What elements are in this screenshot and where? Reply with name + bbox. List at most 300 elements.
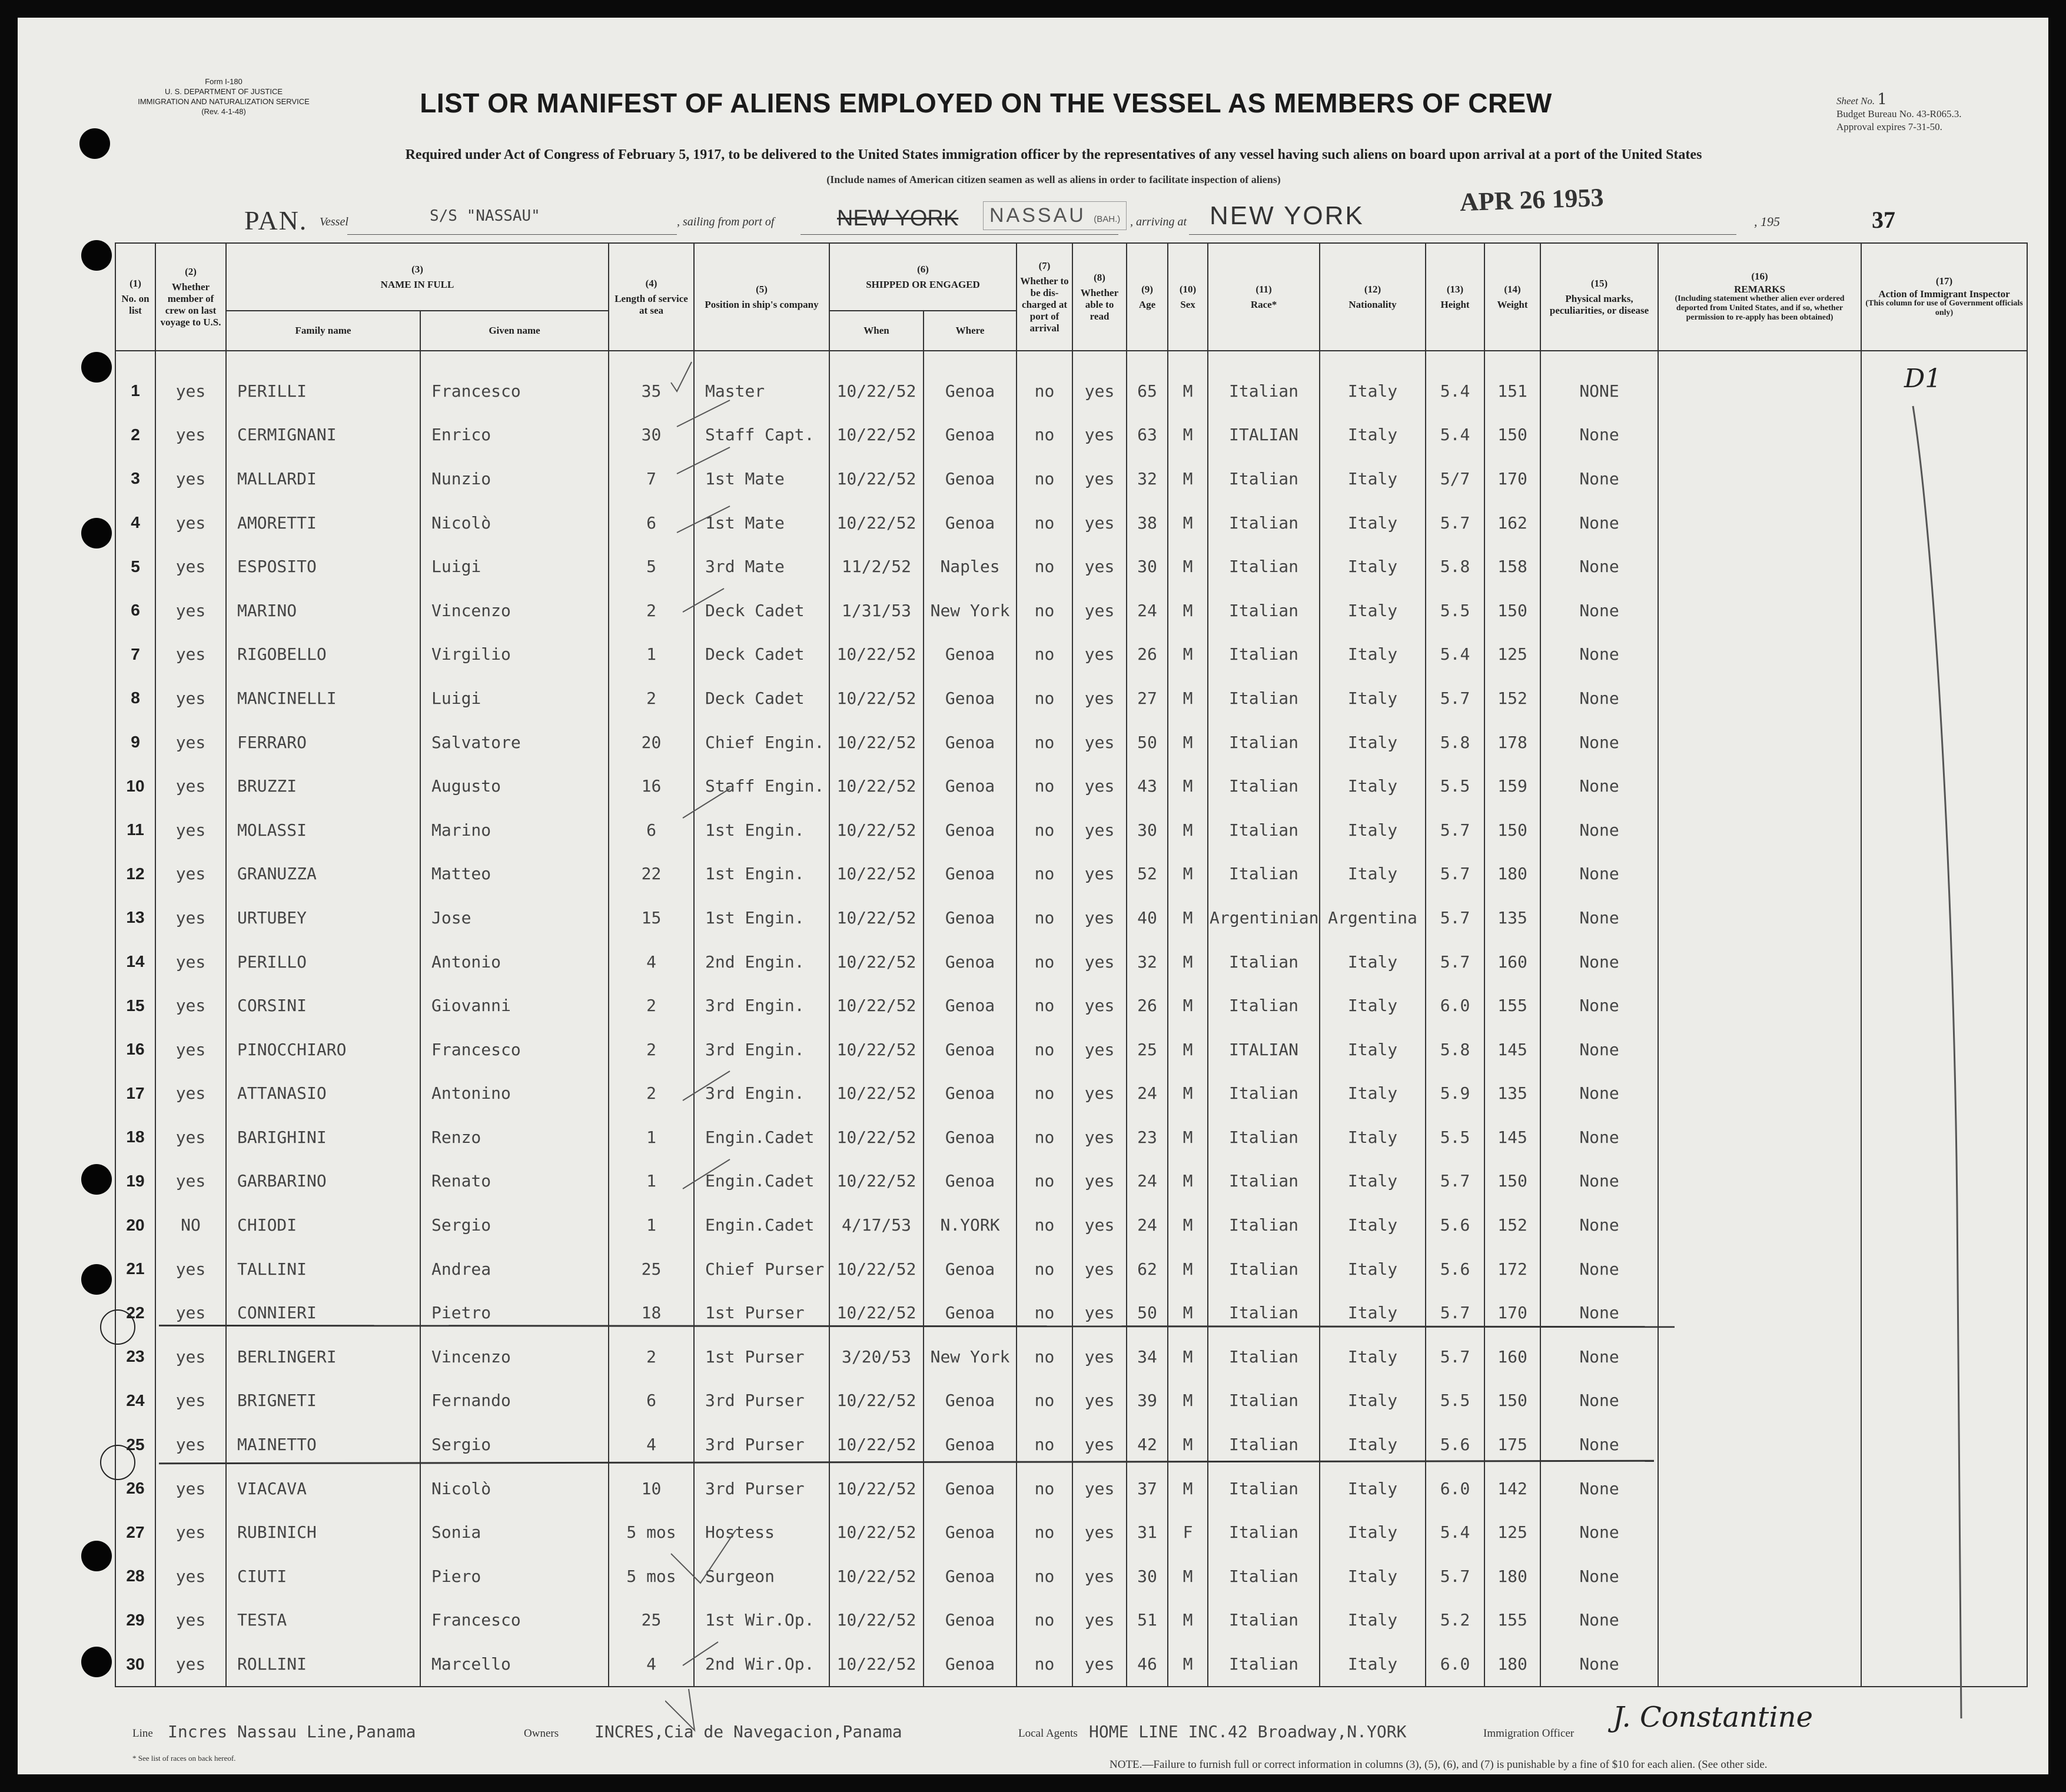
age-cell: 30 xyxy=(1127,544,1168,589)
sex-cell: M xyxy=(1168,1598,1208,1643)
last-voyage-cell: yes xyxy=(155,1335,226,1379)
shipped-where-cell: New York xyxy=(924,1335,1017,1379)
nationality-cell: Italy xyxy=(1320,940,1426,984)
age-cell: 26 xyxy=(1127,983,1168,1028)
physical-marks-cell: None xyxy=(1540,589,1658,633)
family-name-cell: ESPOSITO xyxy=(226,544,420,589)
able-to-read-cell: yes xyxy=(1072,1159,1127,1203)
col-header-position: (5) Position in ship's company xyxy=(694,243,829,351)
col-header-age: (9) Age xyxy=(1127,243,1168,351)
nationality-cell: Italy xyxy=(1320,1510,1426,1554)
weight-cell: 135 xyxy=(1484,1072,1540,1116)
able-to-read-cell: yes xyxy=(1072,1115,1127,1159)
service-length-cell: 35 xyxy=(609,351,694,413)
service-length-cell: 2 xyxy=(609,1335,694,1379)
nationality-cell: Italy xyxy=(1320,1203,1426,1247)
age-cell: 62 xyxy=(1127,1247,1168,1291)
age-cell: 27 xyxy=(1127,676,1168,720)
service-length-cell: 2 xyxy=(609,1072,694,1116)
physical-marks-cell: None xyxy=(1540,1291,1658,1335)
sex-cell: M xyxy=(1168,1203,1208,1247)
remarks-cell xyxy=(1658,1203,1861,1247)
position-cell: Staff Capt. xyxy=(694,413,829,457)
sex-cell: M xyxy=(1168,852,1208,896)
shipped-where-cell: Genoa xyxy=(924,1072,1017,1116)
shipped-when-cell: 10/22/52 xyxy=(829,633,924,677)
row-number: 6 xyxy=(115,589,155,633)
physical-marks-cell: None xyxy=(1540,1115,1658,1159)
nationality-cell: Italy xyxy=(1320,764,1426,808)
shipped-when-cell: 10/22/52 xyxy=(829,983,924,1028)
form-header xyxy=(112,77,336,117)
shipped-where-cell: Naples xyxy=(924,544,1017,589)
punch-hole xyxy=(79,128,110,159)
able-to-read-cell: yes xyxy=(1072,1467,1127,1511)
position-cell: 1st Engin. xyxy=(694,808,829,852)
race-cell: Italian xyxy=(1208,1115,1320,1159)
punch-hole xyxy=(81,240,112,271)
discharged-cell: no xyxy=(1017,764,1072,808)
shipped-when-cell: 10/22/52 xyxy=(829,457,924,501)
position-cell: Deck Cadet xyxy=(694,589,829,633)
service-length-cell: 22 xyxy=(609,852,694,896)
sheet-info xyxy=(1836,93,1961,134)
row-number: 4 xyxy=(115,501,155,545)
departure-port-suffix: (BAH.) xyxy=(1094,214,1121,224)
shipped-where-cell: New York xyxy=(924,589,1017,633)
row-number: 2 xyxy=(115,413,155,457)
discharged-cell: no xyxy=(1017,1379,1072,1423)
physical-marks-cell: None xyxy=(1540,457,1658,501)
service-length-cell: 1 xyxy=(609,633,694,677)
shipped-where-cell: Genoa xyxy=(924,896,1017,940)
service-length-cell: 6 xyxy=(609,1379,694,1423)
able-to-read-cell: yes xyxy=(1072,940,1127,984)
family-name-cell: AMORETTI xyxy=(226,501,420,545)
service-length-cell: 1 xyxy=(609,1115,694,1159)
age-cell: 26 xyxy=(1127,633,1168,677)
height-cell: 5.7 xyxy=(1426,1335,1484,1379)
col-header-when: When xyxy=(829,311,924,351)
age-cell: 40 xyxy=(1127,896,1168,940)
family-name-cell: GRANUZZA xyxy=(226,852,420,896)
physical-marks-cell: None xyxy=(1540,1247,1658,1291)
given-name-cell: Matteo xyxy=(420,852,609,896)
position-cell: Deck Cadet xyxy=(694,633,829,677)
col-header-length-service: (4) Length of service at sea xyxy=(609,243,694,351)
last-voyage-cell: yes xyxy=(155,1554,226,1598)
family-name-cell: TALLINI xyxy=(226,1247,420,1291)
weight-cell: 172 xyxy=(1484,1247,1540,1291)
col-header-read: (8) Whether able to read xyxy=(1072,243,1127,351)
nationality-cell: Italy xyxy=(1320,1072,1426,1116)
row-number: 24 xyxy=(115,1379,155,1423)
punch-hole xyxy=(81,352,112,383)
nationality-cell: Italy xyxy=(1320,1422,1426,1467)
shipped-where-cell: Genoa xyxy=(924,1598,1017,1643)
able-to-read-cell: yes xyxy=(1072,808,1127,852)
nationality-cell: Italy xyxy=(1320,1247,1426,1291)
race-cell: Argentinian xyxy=(1208,896,1320,940)
row-number: 20 xyxy=(115,1203,155,1247)
row-number: 27 xyxy=(115,1510,155,1554)
service: IMMIGRATION AND NATURALIZATION SERVICE xyxy=(138,97,310,106)
table-row xyxy=(115,589,2027,633)
shipped-where-cell: Genoa xyxy=(924,1554,1017,1598)
table-row xyxy=(115,1028,2027,1072)
remarks-cell xyxy=(1658,633,1861,677)
position-cell: 3rd Purser xyxy=(694,1379,829,1423)
family-name-cell: VIACAVA xyxy=(226,1467,420,1511)
remarks-cell xyxy=(1658,1598,1861,1643)
height-cell: 5.8 xyxy=(1426,544,1484,589)
table-row xyxy=(115,1072,2027,1116)
table-row xyxy=(115,633,2027,677)
shipped-where-cell: Genoa xyxy=(924,1159,1017,1203)
given-name-cell: Vincenzo xyxy=(420,1335,609,1379)
physical-marks-cell: None xyxy=(1540,1510,1658,1554)
height-cell: 5.4 xyxy=(1426,1510,1484,1554)
given-name-cell: Pietro xyxy=(420,1291,609,1335)
height-cell: 5.7 xyxy=(1426,808,1484,852)
age-cell: 30 xyxy=(1127,1554,1168,1598)
race-cell: Italian xyxy=(1208,1598,1320,1643)
shipped-when-cell: 10/22/52 xyxy=(829,1510,924,1554)
punch-hole xyxy=(81,1264,112,1295)
service-length-cell: 18 xyxy=(609,1291,694,1335)
position-cell: 3rd Purser xyxy=(694,1467,829,1511)
list-number: 37 xyxy=(1872,207,1895,233)
able-to-read-cell: yes xyxy=(1072,1335,1127,1379)
given-name-cell: Antonio xyxy=(420,940,609,984)
family-name-cell: MAINETTO xyxy=(226,1422,420,1467)
row-number: 30 xyxy=(115,1642,155,1687)
owners-label: Owners xyxy=(524,1727,559,1740)
remarks-cell xyxy=(1658,676,1861,720)
weight-cell: 125 xyxy=(1484,1510,1540,1554)
last-voyage-cell: yes xyxy=(155,1115,226,1159)
discharged-cell: no xyxy=(1017,1422,1072,1467)
given-name-cell: Andrea xyxy=(420,1247,609,1291)
nationality-cell: Italy xyxy=(1320,413,1426,457)
weight-cell: 145 xyxy=(1484,1028,1540,1072)
last-voyage-cell: yes xyxy=(155,940,226,984)
remarks-cell xyxy=(1658,808,1861,852)
last-voyage-cell: yes xyxy=(155,983,226,1028)
able-to-read-cell: yes xyxy=(1072,896,1127,940)
race-cell: Italian xyxy=(1208,1467,1320,1511)
position-cell: Deck Cadet xyxy=(694,676,829,720)
sex-cell: M xyxy=(1168,1291,1208,1335)
physical-marks-cell: None xyxy=(1540,1467,1658,1511)
service-length-cell: 2 xyxy=(609,589,694,633)
punch-hole xyxy=(81,518,112,548)
shipped-when-cell: 10/22/52 xyxy=(829,940,924,984)
height-cell: 5.2 xyxy=(1426,1598,1484,1643)
able-to-read-cell: yes xyxy=(1072,1379,1127,1423)
shipped-when-cell: 10/22/52 xyxy=(829,1115,924,1159)
col-header-action: (17) Action of Immigrant Inspector (This column for use of Government officials only) xyxy=(1861,243,2027,351)
discharged-cell: no xyxy=(1017,1115,1072,1159)
service-length-cell: 6 xyxy=(609,808,694,852)
height-cell: 5.8 xyxy=(1426,720,1484,764)
nationality-cell: Italy xyxy=(1320,1642,1426,1687)
nationality-cell: Italy xyxy=(1320,1291,1426,1335)
table-row xyxy=(115,1379,2027,1423)
height-cell: 5.4 xyxy=(1426,413,1484,457)
able-to-read-cell: yes xyxy=(1072,457,1127,501)
table-row xyxy=(115,1554,2027,1598)
race-cell: Italian xyxy=(1208,501,1320,545)
race-cell: ITALIAN xyxy=(1208,413,1320,457)
given-name-cell: Fernando xyxy=(420,1379,609,1423)
budget-bureau: Budget Bureau No. 43-R065.3. xyxy=(1836,108,1962,119)
officer-signature: J. Constantine xyxy=(1613,1701,1813,1734)
remarks-cell xyxy=(1658,852,1861,896)
crew-rows xyxy=(115,351,2027,1687)
remarks-cell xyxy=(1658,1510,1861,1554)
race-cell: Italian xyxy=(1208,544,1320,589)
race-cell: Italian xyxy=(1208,940,1320,984)
race-cell: Italian xyxy=(1208,983,1320,1028)
table-row xyxy=(115,764,2027,808)
nationality-cell: Italy xyxy=(1320,676,1426,720)
family-name-cell: BRUZZI xyxy=(226,764,420,808)
weight-cell: 160 xyxy=(1484,940,1540,984)
height-cell: 5.7 xyxy=(1426,676,1484,720)
nationality-cell: Italy xyxy=(1320,633,1426,677)
given-name-cell: Renato xyxy=(420,1159,609,1203)
sex-cell: M xyxy=(1168,544,1208,589)
row-number: 1 xyxy=(115,351,155,413)
row-number: 28 xyxy=(115,1554,155,1598)
discharged-cell: no xyxy=(1017,983,1072,1028)
height-cell: 5/7 xyxy=(1426,457,1484,501)
departure-port: NASSAU xyxy=(989,204,1086,227)
race-cell: Italian xyxy=(1208,1247,1320,1291)
able-to-read-cell: yes xyxy=(1072,1072,1127,1116)
physical-marks-cell: None xyxy=(1540,676,1658,720)
service-length-cell: 1 xyxy=(609,1159,694,1203)
able-to-read-cell: yes xyxy=(1072,1554,1127,1598)
col-header-discharged: (7) Whether to be dis-charged at port of arrival xyxy=(1017,243,1072,351)
height-cell: 5.6 xyxy=(1426,1203,1484,1247)
col-header-shipped: (6) SHIPPED OR ENGAGED xyxy=(829,243,1017,311)
height-cell: 5.5 xyxy=(1426,589,1484,633)
age-cell: 51 xyxy=(1127,1598,1168,1643)
remarks-cell xyxy=(1658,1072,1861,1116)
remarks-cell xyxy=(1658,764,1861,808)
discharged-cell: no xyxy=(1017,544,1072,589)
weight-cell: 170 xyxy=(1484,457,1540,501)
table-row xyxy=(115,1203,2027,1247)
able-to-read-cell: yes xyxy=(1072,589,1127,633)
physical-marks-cell: None xyxy=(1540,544,1658,589)
age-cell: 25 xyxy=(1127,1028,1168,1072)
weight-cell: 175 xyxy=(1484,1422,1540,1467)
row-number: 26 xyxy=(115,1467,155,1511)
nationality-cell: Italy xyxy=(1320,1379,1426,1423)
able-to-read-cell: yes xyxy=(1072,351,1127,413)
shipped-when-cell: 10/22/52 xyxy=(829,1422,924,1467)
row-number: 15 xyxy=(115,983,155,1028)
position-cell: Staff Engin. xyxy=(694,764,829,808)
given-name-cell: Giovanni xyxy=(420,983,609,1028)
table-row xyxy=(115,544,2027,589)
position-cell: 1st Purser xyxy=(694,1335,829,1379)
height-cell: 5.7 xyxy=(1426,501,1484,545)
last-voyage-cell: yes xyxy=(155,676,226,720)
weight-cell: 170 xyxy=(1484,1291,1540,1335)
able-to-read-cell: yes xyxy=(1072,1642,1127,1687)
given-name-cell: Augusto xyxy=(420,764,609,808)
table-row xyxy=(115,1159,2027,1203)
given-name-cell: Nicolò xyxy=(420,501,609,545)
remarks-cell xyxy=(1658,940,1861,984)
col-header-where: Where xyxy=(924,311,1017,351)
service-length-cell: 5 mos xyxy=(609,1510,694,1554)
officer-label: Immigration Officer xyxy=(1483,1727,1575,1740)
given-name-cell: Antonino xyxy=(420,1072,609,1116)
pencil-check-marks xyxy=(665,359,742,1742)
position-cell: 2nd Engin. xyxy=(694,940,829,984)
height-cell: 5.7 xyxy=(1426,1159,1484,1203)
given-name-cell: Marcello xyxy=(420,1642,609,1687)
given-name-cell: Vincenzo xyxy=(420,589,609,633)
sex-cell: F xyxy=(1168,1510,1208,1554)
last-voyage-cell: yes xyxy=(155,457,226,501)
discharged-cell: no xyxy=(1017,1510,1072,1554)
given-name-cell: Luigi xyxy=(420,676,609,720)
table-row xyxy=(115,896,2027,940)
height-cell: 5.5 xyxy=(1426,764,1484,808)
physical-marks-cell: None xyxy=(1540,983,1658,1028)
shipped-when-cell: 10/22/52 xyxy=(829,720,924,764)
discharged-cell: no xyxy=(1017,1159,1072,1203)
remarks-cell xyxy=(1658,413,1861,457)
table-row xyxy=(115,676,2027,720)
row-number: 18 xyxy=(115,1115,155,1159)
port-underline xyxy=(801,234,1118,235)
weight-cell: 155 xyxy=(1484,983,1540,1028)
service-length-cell: 15 xyxy=(609,896,694,940)
position-cell: 3rd Purser xyxy=(694,1422,829,1467)
discharged-cell: no xyxy=(1017,852,1072,896)
last-voyage-cell: yes xyxy=(155,1467,226,1511)
able-to-read-cell: yes xyxy=(1072,1510,1127,1554)
sex-cell: M xyxy=(1168,1467,1208,1511)
last-voyage-cell: yes xyxy=(155,633,226,677)
given-name-cell: Renzo xyxy=(420,1115,609,1159)
last-voyage-cell: yes xyxy=(155,1642,226,1687)
shipped-when-cell: 10/22/52 xyxy=(829,351,924,413)
position-cell: 1st Wir.Op. xyxy=(694,1598,829,1643)
service-length-cell: 30 xyxy=(609,413,694,457)
service-length-cell: 16 xyxy=(609,764,694,808)
position-cell: Engin.Cadet xyxy=(694,1203,829,1247)
table-row xyxy=(115,413,2027,457)
nationality-cell: Argentina xyxy=(1320,896,1426,940)
shipped-when-cell: 10/22/52 xyxy=(829,1291,924,1335)
shipped-where-cell: Genoa xyxy=(924,1291,1017,1335)
discharged-cell: no xyxy=(1017,896,1072,940)
service-length-cell: 4 xyxy=(609,1422,694,1467)
weight-cell: 125 xyxy=(1484,633,1540,677)
service-length-cell: 5 mos xyxy=(609,1554,694,1598)
last-voyage-cell: yes xyxy=(155,896,226,940)
shipped-where-cell: Genoa xyxy=(924,457,1017,501)
nationality-cell: Italy xyxy=(1320,1335,1426,1379)
service-length-cell: 5 xyxy=(609,544,694,589)
family-name-cell: ATTANASIO xyxy=(226,1072,420,1116)
shipped-where-cell: Genoa xyxy=(924,720,1017,764)
age-cell: 43 xyxy=(1127,764,1168,808)
sex-cell: M xyxy=(1168,1642,1208,1687)
last-voyage-cell: yes xyxy=(155,1510,226,1554)
last-voyage-cell: yes xyxy=(155,808,226,852)
remarks-cell xyxy=(1658,501,1861,545)
age-cell: 24 xyxy=(1127,589,1168,633)
race-footnote: * See list of races on back hereof. xyxy=(132,1754,236,1763)
service-length-cell: 10 xyxy=(609,1467,694,1511)
nationality-cell: Italy xyxy=(1320,1467,1426,1511)
weight-cell: 150 xyxy=(1484,589,1540,633)
sex-cell: M xyxy=(1168,1072,1208,1116)
age-cell: 42 xyxy=(1127,1422,1168,1467)
given-name-cell: Francesco xyxy=(420,1598,609,1643)
given-name-cell: Jose xyxy=(420,896,609,940)
race-cell: Italian xyxy=(1208,1203,1320,1247)
shipped-when-cell: 11/2/52 xyxy=(829,544,924,589)
discharged-cell: no xyxy=(1017,1291,1072,1335)
weight-cell: 162 xyxy=(1484,501,1540,545)
row-number: 13 xyxy=(115,896,155,940)
discharged-cell: no xyxy=(1017,413,1072,457)
able-to-read-cell: yes xyxy=(1072,1291,1127,1335)
sex-cell: M xyxy=(1168,1159,1208,1203)
age-cell: 37 xyxy=(1127,1467,1168,1511)
weight-cell: 178 xyxy=(1484,720,1540,764)
shipped-when-cell: 10/22/52 xyxy=(829,501,924,545)
race-cell: Italian xyxy=(1208,808,1320,852)
age-cell: 32 xyxy=(1127,940,1168,984)
shipped-when-cell: 10/22/52 xyxy=(829,1467,924,1511)
weight-cell: 155 xyxy=(1484,1598,1540,1643)
physical-marks-cell: None xyxy=(1540,764,1658,808)
shipped-where-cell: Genoa xyxy=(924,1642,1017,1687)
sheet-number: 1 xyxy=(1877,91,1887,108)
physical-marks-cell: None xyxy=(1540,633,1658,677)
remarks-cell xyxy=(1658,1115,1861,1159)
row-number: 7 xyxy=(115,633,155,677)
sex-cell: M xyxy=(1168,589,1208,633)
family-name-cell: MALLARDI xyxy=(226,457,420,501)
able-to-read-cell: yes xyxy=(1072,633,1127,677)
sex-cell: M xyxy=(1168,940,1208,984)
nationality-cell: Italy xyxy=(1320,808,1426,852)
sex-cell: M xyxy=(1168,1247,1208,1291)
shipped-when-cell: 10/22/52 xyxy=(829,1247,924,1291)
position-cell: 1st Engin. xyxy=(694,896,829,940)
race-cell: Italian xyxy=(1208,1642,1320,1687)
physical-marks-cell: None xyxy=(1540,896,1658,940)
race-cell: Italian xyxy=(1208,676,1320,720)
family-name-cell: CHIODI xyxy=(226,1203,420,1247)
family-name-cell: ROLLINI xyxy=(226,1642,420,1687)
table-row xyxy=(115,1291,2027,1335)
inspector-initials: D1 xyxy=(1904,364,1942,394)
discharged-cell: no xyxy=(1017,351,1072,413)
